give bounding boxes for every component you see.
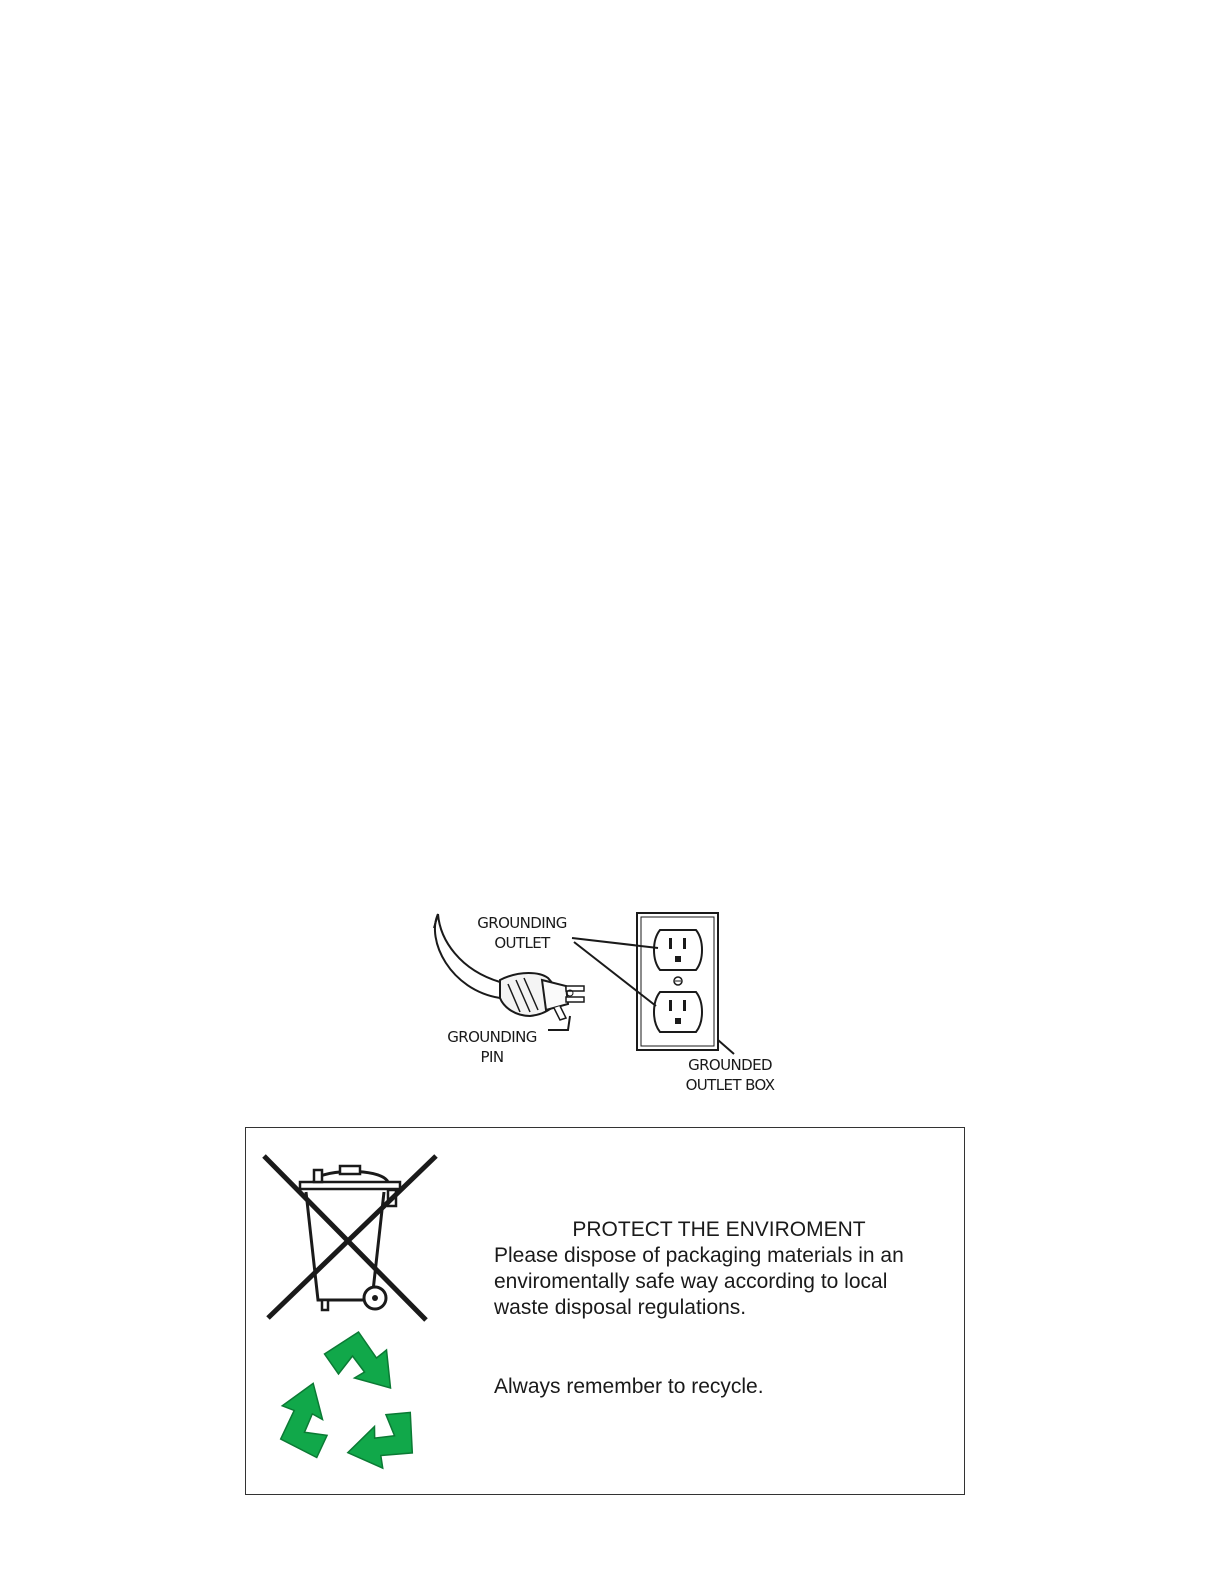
environment-notice-box: [245, 1127, 965, 1495]
grounding-outlet-label-line2: OUTLET: [494, 934, 550, 952]
grounding-diagram: [420, 900, 800, 1100]
grounding-outlet-label-line1: GROUNDING: [477, 914, 567, 932]
grounded-outlet-box-label-line1: GROUNDED: [688, 1056, 772, 1074]
grounding-pin-label-line2: PIN: [480, 1048, 504, 1066]
crossed-out-wheelie-bin-icon: [260, 1152, 440, 1327]
grounded-outlet-box-label-line2: OUTLET BOX: [685, 1076, 775, 1094]
grounded-outlet-box-label: [678, 1055, 782, 1095]
recycle-reminder-text: Always remember to recycle.: [494, 1375, 764, 1398]
notice-body-text: Please dispose of packaging materials in an enviromentally safe way according to local waste disposal regulations.: [494, 1244, 904, 1319]
recycle-icon: [268, 1328, 433, 1488]
grounding-pin-label-line1: GROUNDING: [447, 1028, 537, 1046]
grounding-outlet-label: [472, 913, 572, 953]
notice-heading: PROTECT THE ENVIROMENT: [572, 1218, 866, 1241]
grounding-pin-label: [442, 1027, 542, 1067]
